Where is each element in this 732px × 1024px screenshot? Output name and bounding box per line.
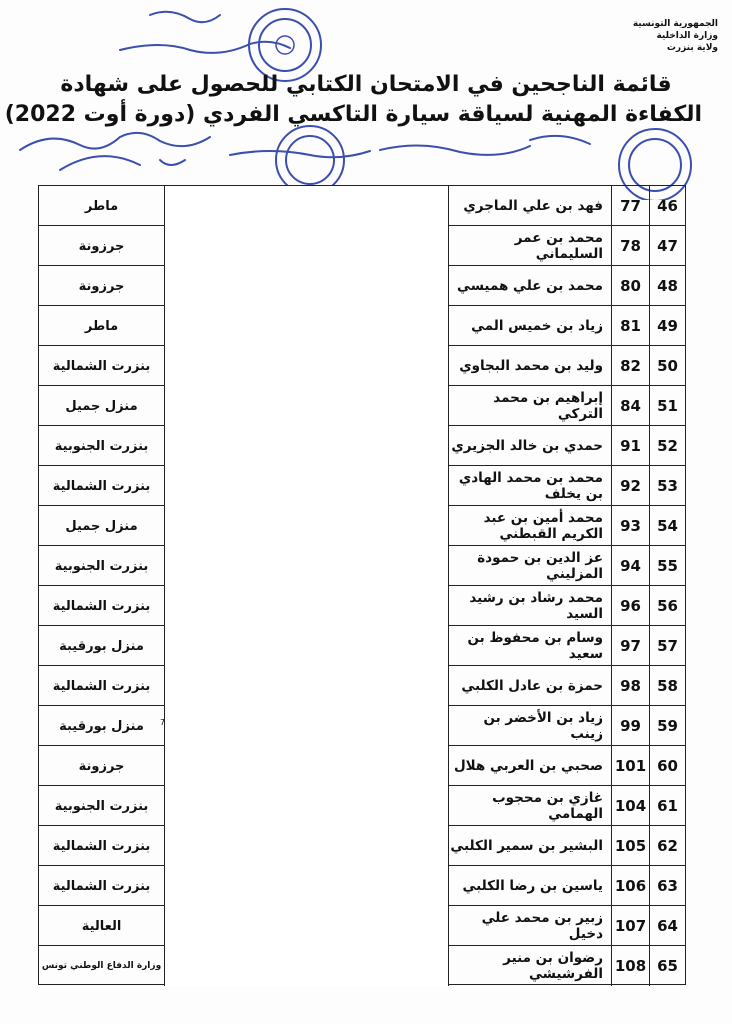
cell-candidate-number: 93 xyxy=(611,506,649,546)
cell-location: بنزرت الشمالية xyxy=(39,466,165,506)
cell-name: زياد بن خميس المي xyxy=(471,318,603,334)
cell-order: 47 xyxy=(649,226,685,266)
cell-candidate-number: 92 xyxy=(611,466,649,506)
cell-location: بنزرت الجنوبية xyxy=(39,546,165,586)
cell-name: زياد بن الأخضر بن زينب xyxy=(483,710,603,742)
cell-location: بنزرت الشمالية xyxy=(39,826,165,866)
cell-order: 49 xyxy=(649,306,685,346)
cell-redacted xyxy=(165,826,449,866)
cell-order: 55 xyxy=(649,546,685,586)
results-table xyxy=(38,185,686,985)
cell-redacted xyxy=(165,706,449,746)
cell-redacted xyxy=(165,946,449,986)
cell-name: محمد بن عمر السليماني xyxy=(514,230,603,262)
cell-name: محمد أمين بن عبد الكريم القبطني xyxy=(483,510,603,542)
admin-line-republic: الجمهورية التونسية xyxy=(632,19,718,29)
table-row xyxy=(39,506,685,546)
cell-order: 48 xyxy=(649,266,685,306)
cell-redacted xyxy=(165,346,449,386)
table-row xyxy=(39,786,685,826)
cell-location: بنزرت الجنوبية xyxy=(39,426,165,466)
cell-name: صحبي بن العربي هلال xyxy=(453,758,603,774)
table-row xyxy=(39,346,685,386)
document-title xyxy=(4,70,702,130)
cell-redacted xyxy=(165,226,449,266)
cell-redacted xyxy=(165,626,449,666)
cell-location: منزل جميل xyxy=(39,506,165,546)
cell-candidate-number: 81 xyxy=(611,306,649,346)
table-row xyxy=(39,826,685,866)
table-row xyxy=(39,666,685,706)
cell-redacted xyxy=(165,466,449,506)
cell-location: ماطر xyxy=(39,306,165,346)
cell-name: إبراهيم بن محمد التركي xyxy=(493,390,603,422)
table-row xyxy=(39,226,685,266)
cell-name: البشير بن سمير الكلبي xyxy=(450,838,603,854)
cell-redacted xyxy=(165,586,449,626)
cell-redacted xyxy=(165,786,449,826)
admin-line-governorate: ولاية بنزرت xyxy=(666,43,718,53)
cell-candidate-number: 94 xyxy=(611,546,649,586)
table-row xyxy=(39,586,685,626)
cell-order: 53 xyxy=(649,466,685,506)
cell-redacted xyxy=(165,386,449,426)
stray-mark: 7 xyxy=(160,718,166,727)
cell-redacted xyxy=(165,866,449,906)
cell-location: منزل بورقيبة xyxy=(39,706,165,746)
cell-order: 57 xyxy=(649,626,685,666)
cell-order: 46 xyxy=(649,186,685,226)
table-row xyxy=(39,386,685,426)
cell-order: 60 xyxy=(649,746,685,786)
cell-redacted xyxy=(165,666,449,706)
table-row xyxy=(39,866,685,906)
cell-candidate-number: 98 xyxy=(611,666,649,706)
cell-redacted xyxy=(165,506,449,546)
cell-location: بنزرت الشمالية xyxy=(39,586,165,626)
cell-candidate-number: 80 xyxy=(611,266,649,306)
cell-order: 58 xyxy=(649,666,685,706)
title-line-1: قائمة الناجحين في الامتحان الكتابي للحصول على شهادة xyxy=(60,72,672,97)
cell-name: غازي بن محجوب الهمامي xyxy=(492,790,603,822)
cell-redacted xyxy=(165,546,449,586)
cell-candidate-number: 78 xyxy=(611,226,649,266)
cell-redacted xyxy=(165,746,449,786)
cell-order: 50 xyxy=(649,346,685,386)
table-row xyxy=(39,706,685,746)
cell-name: عز الدين بن حمودة المزليني xyxy=(477,550,603,582)
title-line-2: الكفاءة المهنية لسياقة سيارة التاكسي الفردي (دورة أوت 2022) xyxy=(4,102,702,127)
cell-location: وزارة الدفاع الوطني تونس xyxy=(39,946,165,986)
table-row xyxy=(39,946,685,986)
cell-candidate-number: 77 xyxy=(611,186,649,226)
cell-order: 54 xyxy=(649,506,685,546)
cell-candidate-number: 96 xyxy=(611,586,649,626)
cell-redacted xyxy=(165,906,449,946)
cell-location: منزل جميل xyxy=(39,386,165,426)
cell-order: 61 xyxy=(649,786,685,826)
cell-candidate-number: 106 xyxy=(611,866,649,906)
cell-order: 64 xyxy=(649,906,685,946)
cell-location: بنزرت الشمالية xyxy=(39,866,165,906)
cell-name: وليد بن محمد البجاوي xyxy=(459,358,603,374)
cell-order: 52 xyxy=(649,426,685,466)
cell-location: العالية xyxy=(39,906,165,946)
table-row xyxy=(39,186,685,226)
cell-name: محمد بن محمد الهادي بن يخلف xyxy=(458,470,603,502)
cell-location: منزل بورقيبة xyxy=(39,626,165,666)
round-stamp-mid xyxy=(276,126,344,194)
table-row xyxy=(39,306,685,346)
table-row xyxy=(39,746,685,786)
cell-order: 63 xyxy=(649,866,685,906)
cell-location: جرزونة xyxy=(39,226,165,266)
cell-name: حمدي بن خالد الجزيري xyxy=(451,438,603,454)
cell-location: جرزونة xyxy=(39,266,165,306)
cell-name: فهد بن علي الماجري xyxy=(463,198,603,214)
cell-redacted xyxy=(165,266,449,306)
cell-candidate-number: 97 xyxy=(611,626,649,666)
cell-name: محمد رشاد بن رشيد السيد xyxy=(469,590,603,622)
cell-order: 51 xyxy=(649,386,685,426)
cell-name: زبير بن محمد علي دخيل xyxy=(481,910,603,942)
cell-order: 59 xyxy=(649,706,685,746)
table-row xyxy=(39,466,685,506)
table-row xyxy=(39,426,685,466)
cell-candidate-number: 91 xyxy=(611,426,649,466)
cell-redacted xyxy=(165,186,449,226)
cell-order: 56 xyxy=(649,586,685,626)
cell-candidate-number: 84 xyxy=(611,386,649,426)
cell-candidate-number: 82 xyxy=(611,346,649,386)
cell-candidate-number: 107 xyxy=(611,906,649,946)
table-row xyxy=(39,266,685,306)
cell-name: حمزة بن عادل الكلبي xyxy=(461,678,603,694)
cell-candidate-number: 105 xyxy=(611,826,649,866)
cell-candidate-number: 101 xyxy=(611,746,649,786)
cell-name: وسام بن محفوظ بن سعيد xyxy=(467,630,603,662)
cell-name: ياسين بن رضا الكلبي xyxy=(462,878,603,894)
cell-location: جرزونة xyxy=(39,746,165,786)
cell-order: 62 xyxy=(649,826,685,866)
cell-redacted xyxy=(165,306,449,346)
cell-order: 65 xyxy=(649,946,685,986)
cell-location: بنزرت الشمالية xyxy=(39,346,165,386)
cell-candidate-number: 99 xyxy=(611,706,649,746)
table-row xyxy=(39,626,685,666)
cell-redacted xyxy=(165,426,449,466)
cell-name: محمد بن علي هميسي xyxy=(457,278,603,294)
cell-candidate-number: 104 xyxy=(611,786,649,826)
cell-location: بنزرت الجنوبية xyxy=(39,786,165,826)
cell-location: ماطر xyxy=(39,186,165,226)
admin-heading xyxy=(608,18,718,54)
table-row xyxy=(39,546,685,586)
cell-location: بنزرت الشمالية xyxy=(39,666,165,706)
admin-line-ministry: وزارة الداخلية xyxy=(656,31,718,41)
cell-name: رضوان بن منير الفرشيشي xyxy=(503,950,603,982)
table-row xyxy=(39,906,685,946)
cell-candidate-number: 108 xyxy=(611,946,649,986)
